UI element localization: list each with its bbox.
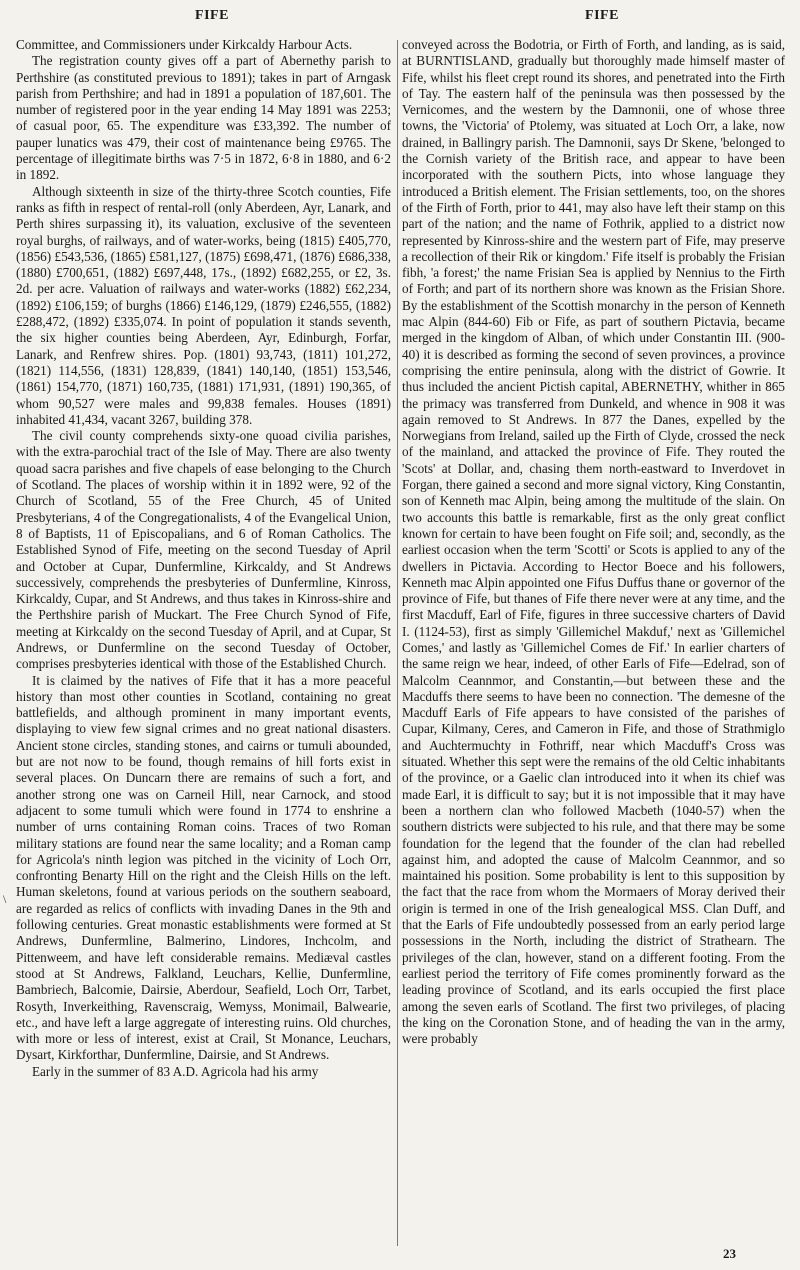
running-header — [0, 8, 800, 30]
margin-mark: \ — [3, 892, 7, 906]
paragraph: Committee, and Commissioners under Kirkcaldy Harbour Acts. — [16, 37, 353, 52]
paragraph: It is claimed by the natives of Fife that it has a more peaceful history than most other counties in Scotland, containing no great battlefields, and although prominent in many important events, displaying to view few signal crimes and no great national disasters. Ancient stone circles, standing stones, and cairns or tumuli abounded, but are not now to be found, though remains of hill forts exist in several places. On Duncarn there are remains of such a fort, and another strong one was on Carneil Hill, near Carnock, and stood adjacent to some tumuli which were found in 1774 to enshrine a number of urns containing Roman coins. Traces of two Roman military stations are found near the same locality; and a Roman camp for Agricola's ninth legion was pitched in the vicinity of Loch Orr, confronting Benarty Hill on the right and the Cleish Hills on the left. Human skeletons, found at various periods on the southern seaboard, are regarded as relics of conflicts with invading Danes in the 9th and following centuries. Great monastic establishments were formed at St Andrews, Dunfermline, Balmerino, Lindores, Inchcolm, and Pittenweem, and have left considerable remains. Mediæval castles stood at St Andrews, Falkland, Leuchars, Kellie, Dunfermline, Bambriech, Balcomie, Dairsie, Aberdour, Seafield, Loch Orr, Tarbet, Rosyth, Inverkeithing, Ravenscraig, Wemyss, Monimail, Balwearie, etc., and have left a large aggregate of interesting ruins. Old churches, with more or less of interest, exist at Crail, St Monance, Leuchars, Dysart, Kirkforthar, Dunfermline, Dairsie, and St Andrews. — [16, 672, 391, 1063]
paragraph: The civil county comprehends sixty-one quoad civilia parishes, with the extra-parochial tract of the Isle of May. There are also twenty quoad sacra parishes and five chapels of ease belonging to the Church of Scotland. The places of worship within it in 1892 were, 92 of the Church of Scotland, 55 of the Free Church, 45 of United Presbyterians, 4 of the Congregationalists, 4 of the Evangelical Union, 8 of Baptists, 11 of Episcopalians, and 6 of Roman Catholics. The Established Synod of Fife, meeting on the second Tuesday of April and October at Cupar, Dunfermline, Kirkcaldy, and St Andrews successively, comprehends the presbyteries of Dunfermline, Kinross, Kirkcaldy, Cupar, and St Andrews, and thus takes in Kinross-shire and the Perthshire parish of Muckart. The Free Church Synod of Fife, meeting at Kirkcaldy on the second Tuesday of April, and at Cupar, St Andrews, or Dunfermline on the second Tuesday of October, comprises presbyteries identical with those of the Established Church. — [16, 428, 391, 672]
header-right: FIFE — [585, 8, 619, 23]
paragraph: conveyed across the Bodotria, or Firth of Forth, and landing, as is said, at BURNTISLAND, gradually but thoroughly made himself master of Fife, whilst his fleet crept round its shores, and penetrated into the Firth of Tay. The eastern half of the peninsula was then possessed by the Vernicomes, and the western by the Damnonii, one of whose three towns, the 'Victoria' of Ptolemy, was situated at Loch Orr, a lake, now drained, in Ballingry parish. The Damnonii, says Dr Skene, 'belonged to the Cornish variety of the British race, and appear to have been incorporated with the southern Picts, into whose language they introduced a British element. The Frisian settlements, too, on the shores of the Firth of Forth, prior to 441, may also have left their stamp on this part of the nation; and the name of Fothrik, applied to a district now represented by Kinross-shire and the western part of Fife, may preserve a recollection of their Rik or kingdom.' Fife itself is probably the Frisian fibh, 'a forest;' the name Frisian Sea is applied by Nennius to the Firth of Forth; and part of its northern shore was known as the Frisian Shore. By the establishment of the Scottish monarchy in the person of Kenneth mac Alpin (844-60) Fib or Fife, as part of southern Pictavia, became merged in the kingdom of Alban, of which under Constantin III. (900-40) it is described as forming the second of seven provinces, a province comprising the entire peninsula, along with the district of Gowrie. It thus included the ancient Pictish capital, ABERNETHY, whither in 865 the primacy was transferred from Dunkeld, and whence in 908 it was again removed to St Andrews. In 877 the Danes, expelled by the Norwegians from Ireland, sailed up the Firth of Clyde, crossed the neck of the mainland, and attacked the province of Fife. They routed the 'Scots' at Dollar, and, chasing them north-eastward to Inverdovet in Forgan, there gained a second and more signal victory, King Constantin, son of Kenneth mac Alpin, being among the multitude of the slain. On two accounts this battle is remarkable, first as the only great conflict known for certain to have been fought on Fife soil; and, secondly, as the earliest occasion when the term 'Scotti' or Scots is applied to any of the dwellers in Pictavia. According to Hector Boece and his followers, Kenneth mac Alpin appointed one Fifus Duffus thane or governor of the province of Fife, but thanes of Fife there never were at any time, and the first Macduff, Earl of Fife, figures in three successive charters of David I. (1124-53), first as simply 'Gillemichel Makduf,' next as 'Gillemichel Comes,' and lastly as 'Gillemichel Comes de Fif.' In earlier charters of the same reign we hear, indeed, of other Earls of Fife—Edelrad, son of Malcolm Ceannmor, and Constantin,—but between these and the Macduffs there seems to have been no connection. 'The demesne of the Macduff Earls of Fife appears to have consisted of the parishes of Cupar, Kilmany, Ceres, and Cameron in Fife, and those of Strathmiglo and Auchtermuchty in Fothriff, near which Macduff's Cross was situated. Whether this sept were the remains of the old Celtic inhabitants of the province, or a Gaelic clan introduced into it when its chief was made Earl, it is difficult to say; but it is not impossible that it may have been a northern clan who followed Macbeth (1040-57) when the southern districts were subjected to his rule, and that there may be some foundation for the legend that the founder of the clan had rebelled against him, and adopted the cause of Malcolm Ceannmor, and so maintained his position. Some probability is lent to this supposition by the fact that the race from whom the Mormaers of Moray derived their origin is termed in one of the Irish genealogical MSS. Clan Duff, and that the Earls of Fife undoubtedly possessed from an early period large possessions in the North, including the district of Strathearn. The privileges of the clan, however, stand on a different footing. From the earliest period the territory of Fife comes prominently forward as the leading province of Scotland, and its earls occupied the first place among the seven earls of Scotland. The first two privileges, of placing the king on the Coronation Stone, and of heading the van in the army, were probably — [402, 37, 785, 1047]
header-left: FIFE — [195, 8, 229, 23]
paragraph: The registration county gives off a part of Abernethy parish to Perthshire (as constituted previous to 1891); takes in part of Arngask parish from Perthshire; and had in 1891 a population of 187,601. The number of registered poor in the year ending 14 May 1891 was 2253; of casual poor, 65. The expenditure was £33,392. The number of pauper lunatics was 479, their cost of maintenance being £9765. The percentage of illegitimate births was 7·5 in 1872, 6·8 in 1880, and 6·2 in 1892. — [16, 53, 391, 183]
column-divider — [397, 40, 398, 1246]
paragraph: Early in the summer of 83 A.D. Agricola had his army — [32, 1063, 319, 1079]
page-number: 23 — [723, 1246, 736, 1261]
right-column — [402, 37, 785, 1249]
paragraph: Although sixteenth in size of the thirty-three Scotch counties, Fife ranks as fifth in respect of rental-roll (only Aberdeen, Ayr, Lanark, and Perth shires surpassing it), its valuation, exclusive of the seventeen royal burghs, of railways, and of water-works, being (1815) £405,770, (1856) £543,536, (1865) £581,127, (1875) £698,471, (1876) £686,338, (1880) £700,651, (1882) £697,448, 17s., (1892) £682,255, or £2, 3s. 2d. per acre. Valuation of railways and water-works (1882) £62,234, (1892) £106,159; of burghs (1866) £146,129, (1879) £246,555, (1882) £288,472, (1892) £335,074. In point of population it stands seventh, the six higher counties being Aberdeen, Ayr, Edinburgh, Forfar, Lanark, and Renfrew shires. Pop. (1801) 93,743, (1811) 101,272, (1821) 114,556, (1831) 128,839, (1841) 140,140, (1851) 153,546, (1861) 154,770, (1871) 160,735, (1881) 171,931, (1891) 190,365, of whom 90,527 were males and 99,838 females. Houses (1891) inhabited 41,434, vacant 3267, building 378. — [16, 183, 391, 427]
left-column — [16, 37, 391, 1249]
